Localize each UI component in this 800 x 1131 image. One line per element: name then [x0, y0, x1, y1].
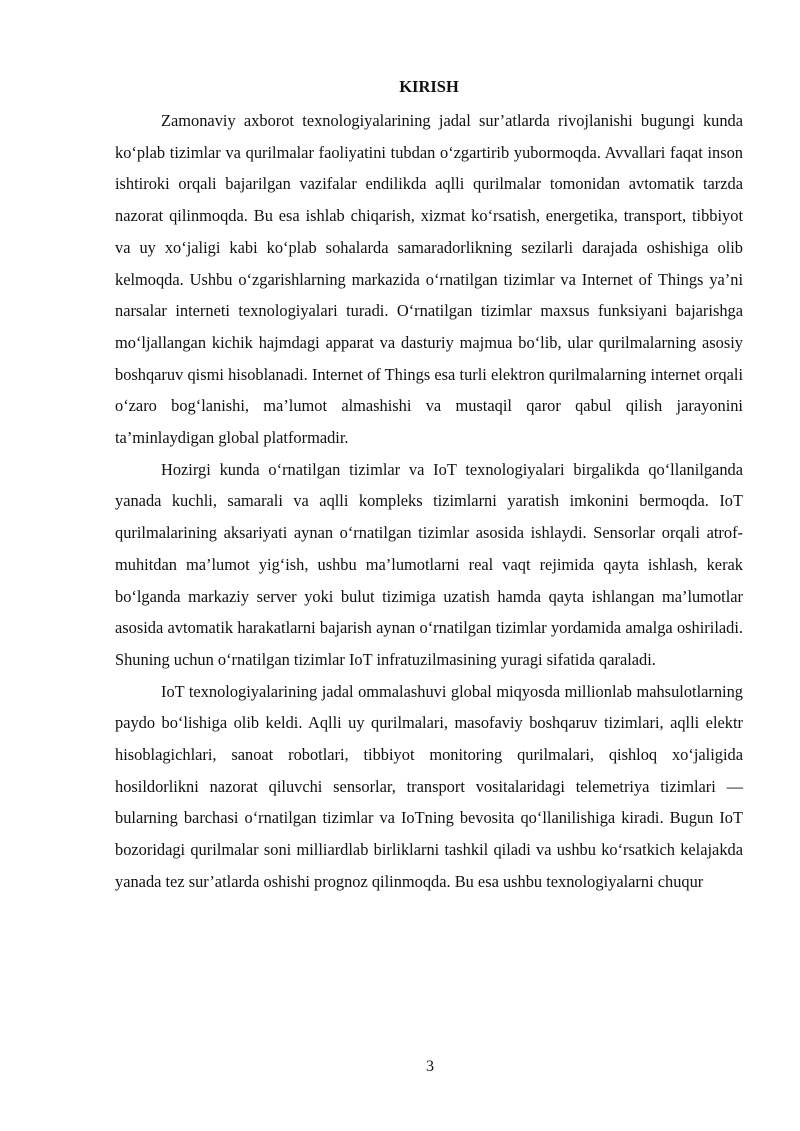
body-text	[115, 105, 743, 898]
section-heading: KIRISH	[399, 77, 459, 96]
paragraph-2: Hozirgi kunda o‘rnatilgan tizimlar va IoT texnologiyalari birgalikda qo‘llanilganda yanada kuchli, samarali va aqlli kompleks tizimlarni yaratish imkonini bermoqda. IoT qurilmalarining aksariyati aynan o‘rnatilgan tizimlar asosida ishlaydi. Sensorlar orqali atrof-muhitdan ma’lumot yig‘ish, ushbu ma’lumotlarni real vaqt rejimida qayta ishlash, kerak bo‘lganda markaziy server yoki bulut tizimiga uzatish hamda qayta ishlangan ma’lumotlar asosida avtomatik harakatlarni bajarish aynan o‘rnatilgan tizimlar yordamida amalga oshiriladi. Shuning uchun o‘rnatilgan tizimlar IoT infratuzilmasining yuragi sifatida qaraladi.	[115, 459, 743, 669]
paragraph-3: IoT texnologiyalarining jadal ommalashuvi global miqyosda millionlab mahsulotlarning paydo bo‘lishiga olib keldi. Aqlli uy qurilmalari, masofaviy boshqaruv tizimlari, aqlli elektr hisoblagichlari, sanoat robotlari, tibbiyot monitoring qurilmalari, qishloq xo‘jaligida hosildorlikni nazorat qiluvchi sensorlar, transport vositalaridagi telemetriya tizimlari — bularning barchasi o‘rnatilgan tizimlar va IoTning bevosita qo‘llanilishiga kiradi. Bugun IoT bozoridagi qurilmalar soni milliardlab birliklarni tashkil qiladi va ushbu ko‘rsatkich kelajakda yanada tez sur’atlarda oshishi prognoz qilinmoqda. Bu esa ushbu texnologiyalarni chuqur	[115, 681, 743, 891]
page-number: 3	[426, 1058, 434, 1075]
paragraph-1: Zamonaviy axborot texnologiyalarining jadal sur’atlarda rivojlanishi bugungi kunda ko‘plab tizimlar va qurilmalar faoliyatini tubdan o‘zgartirib yubormoqda. Avvallari faqat inson ishtiroki orqali bajarilgan vazifalar endilikda aqlli qurilmalar tomonidan avtomatik tarzda nazorat qilinmoqda. Bu esa ishlab chiqarish, xizmat ko‘rsatish, energetika, transport, tibbiyot va uy xo‘jaligi kabi ko‘plab sohalarda samaradorlikning sezilarli darajada oshishiga olib kelmoqda. Ushbu o‘zgarishlarning markazida o‘rnatilgan tizimlar va Internet of Things ya’ni narsalar interneti texnologiyalari turadi. O‘rnatilgan tizimlar maxsus funksiyani bajarishga mo‘ljallangan kichik hajmdagi apparat va dasturiy majmua bo‘lib, ular qurilmalarning asosiy boshqaruv qismi hisoblanadi. Internet of Things esa turli elektron qurilmalarning internet orqali o‘zaro bog‘lanishi, ma’lumot almashishi va mustaqil qaror qabul qilish jarayonini ta’minlaydigan global platformadir.	[115, 111, 743, 448]
